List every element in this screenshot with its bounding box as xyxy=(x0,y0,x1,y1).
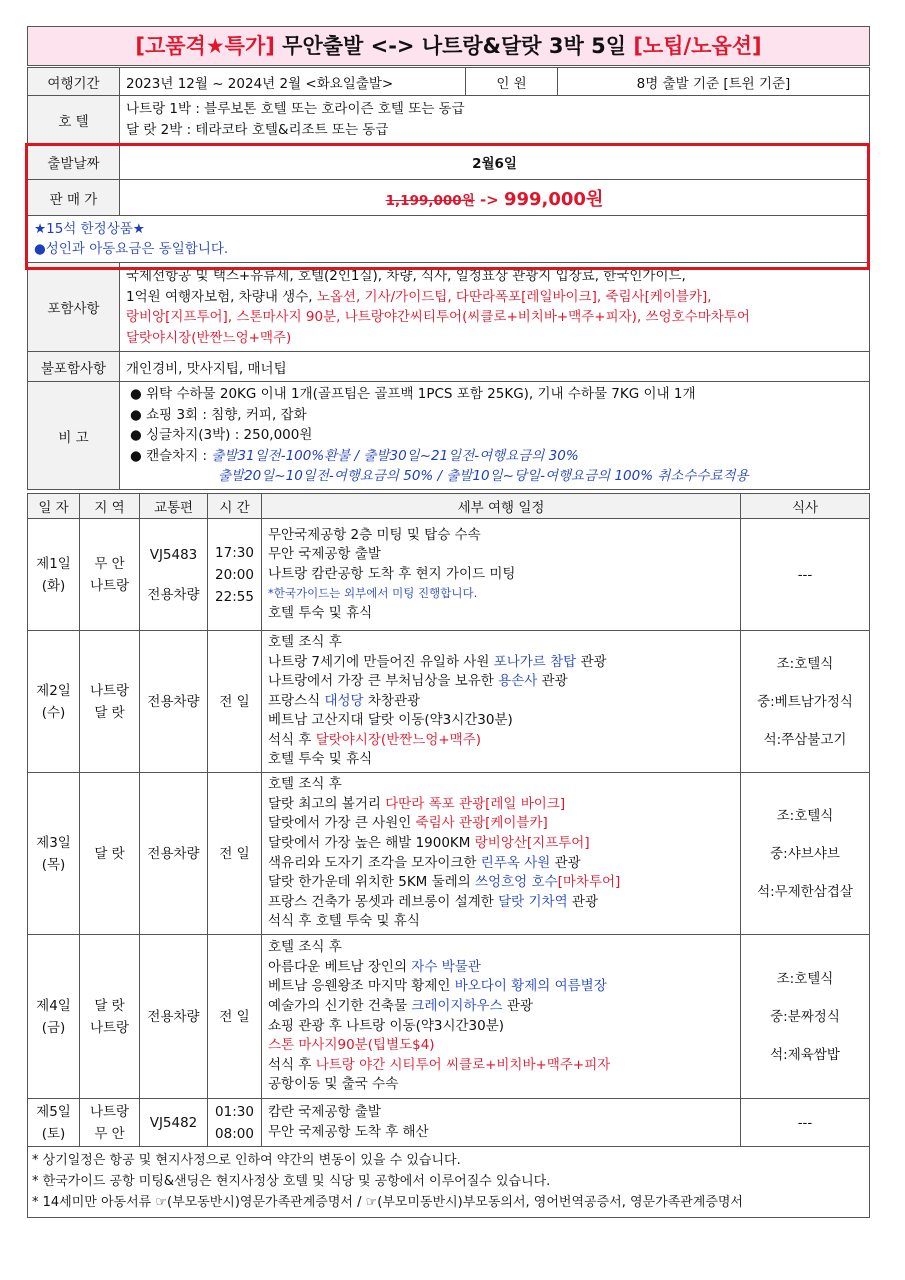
detail-text: 스톤 마사지90분(팁별도$4) xyxy=(268,1037,435,1054)
transport-cell xyxy=(140,1099,208,1147)
details-cell xyxy=(262,631,741,773)
day-cell xyxy=(28,519,80,631)
include-info xyxy=(120,263,870,352)
detail-text: 나트랑에서 가장 큰 부처님상을 보유한 xyxy=(268,673,499,690)
detail-text: 죽림사 관광[케이블카] xyxy=(415,815,548,832)
meal-cell-text: 조:호텔식 xyxy=(776,970,834,987)
meal-cell-text: --- xyxy=(797,1114,813,1131)
region-cell-text: 무 안 xyxy=(94,1125,125,1142)
price-old: 1,199,000원 xyxy=(385,192,475,209)
meal-cell xyxy=(741,1099,870,1147)
time-cell xyxy=(208,1099,262,1147)
time-cell xyxy=(208,935,262,1099)
include-red: 노옵션, 기사/가이드팁, 다딴라폭포[레일바이크], 죽림사[케이블카], xyxy=(316,288,712,305)
transport-cell-text: 전용차량 xyxy=(147,1008,200,1025)
title-suffix: [노팁/노옵션] xyxy=(633,34,762,58)
day-cell xyxy=(28,631,80,773)
detail-text: 차창관광 xyxy=(363,692,421,709)
detail-text: 자수 박물관 xyxy=(411,958,481,975)
hotel-line: 달 랏 2박 : 테라코타 호텔&리조트 또는 동급 xyxy=(126,121,389,138)
cancel-line: 출발20일~10일전-여행요금의 50% / 출발10일~당일-여행요금의 100% 취소수수료적용 xyxy=(218,468,749,485)
detail-text: 쓰엉흐엉 호수 xyxy=(475,874,558,891)
detail-line xyxy=(268,692,734,712)
footer-notes xyxy=(27,1147,870,1218)
detail-text: [마차투어] xyxy=(557,874,621,891)
col-header: 교통편 xyxy=(140,494,208,519)
region-cell xyxy=(80,935,140,1099)
day-cell xyxy=(28,935,80,1099)
details-cell xyxy=(262,935,741,1099)
detail-line xyxy=(268,814,734,834)
time-cell xyxy=(208,631,262,773)
detail-text: 린푸옥 사원 xyxy=(480,854,551,871)
detail-line xyxy=(268,1017,734,1037)
detail-line xyxy=(268,604,734,624)
notice-line: ★15석 한정상품★ xyxy=(34,220,145,237)
detail-line xyxy=(268,997,734,1017)
detail-text: 달랏에서 가장 큰 사원인 xyxy=(268,815,416,832)
detail-text: 프랑스식 xyxy=(268,692,325,709)
col-header: 시 간 xyxy=(208,494,262,519)
transport-cell xyxy=(140,935,208,1099)
day-cell-text: 제3일 xyxy=(36,834,71,851)
detail-line xyxy=(268,958,734,978)
details-cell xyxy=(262,1099,741,1147)
region-cell xyxy=(80,773,140,935)
detail-text: 공항이동 및 출국 수속 xyxy=(268,1076,399,1093)
day-cell-text: (토) xyxy=(41,1125,66,1142)
include-line: 달랏야시장(반짠느엉+맥주) xyxy=(126,329,292,346)
detail-text: 관광 xyxy=(576,653,607,670)
detail-text: 랑비앙산[지프투어] xyxy=(474,834,590,851)
detail-text: 달랏 최고의 볼거리 xyxy=(268,795,386,812)
col-header: 세부 여행 일정 xyxy=(262,494,741,519)
note-line: * 한국가이드 공항 미팅&샌딩은 현지사정상 호텔 및 식당 및 공항에서 이루어질수 있습니다. xyxy=(32,1174,551,1189)
detail-line xyxy=(268,1103,734,1123)
title-main: 무안출발 <-> 나트랑&달랏 3박 5일 xyxy=(274,34,634,58)
hotel-label: 호 텔 xyxy=(28,96,120,144)
notice xyxy=(28,216,870,263)
meal-cell-text: 중:분짜정식 xyxy=(770,1008,840,1025)
detail-text: 무안 국제공항 도착 후 해산 xyxy=(268,1123,429,1140)
time-cell-text: 전 일 xyxy=(219,1008,250,1025)
detail-line xyxy=(268,938,734,958)
detail-line xyxy=(268,893,734,913)
detail-text: 프랑스 건축가 몽셋과 레브롱이 설계한 xyxy=(268,893,499,910)
detail-text: *한국가이드는 외부에서 미팅 진행합니다. xyxy=(268,586,478,601)
time-cell xyxy=(208,773,262,935)
note-line: * 상기일정은 항공 및 현지사정으로 인하여 약간의 변동이 있을 수 있습니다. xyxy=(32,1153,461,1168)
detail-text: 관광 xyxy=(567,893,598,910)
info-table xyxy=(27,67,870,490)
day-cell-text: 제4일 xyxy=(36,997,71,1014)
time-cell-text: 22:55 xyxy=(215,588,254,605)
meal-cell-text: 석:쭈삼불고기 xyxy=(763,731,847,748)
detail-text: 캄란 국제공항 출발 xyxy=(268,1103,381,1120)
detail-text: 쇼핑 관광 후 나트랑 이동(약3시간30분) xyxy=(268,1017,505,1034)
detail-text: 다딴라 폭포 관광[레일 바이크] xyxy=(385,795,566,812)
detail-text: 호텔 조식 후 xyxy=(268,939,342,956)
detail-text: 아름다운 베트남 장인의 xyxy=(268,958,412,975)
schedule-table xyxy=(27,493,870,1147)
include-line: 랑비앙[지프투어], 스톤마사지 90분, 나트랑야간씨티투어(씨클로+비치바+맥주+피자), 쓰엉호수마차투어 xyxy=(126,309,750,325)
col-header: 지 역 xyxy=(80,494,140,519)
detail-line xyxy=(268,731,734,751)
meal-cell-text: 석:무제한삼겹살 xyxy=(757,883,853,900)
detail-line xyxy=(268,584,734,604)
include-black: 1억원 여행자보험, 차량내 생수, xyxy=(126,288,317,305)
meal-cell-text: 조:호텔식 xyxy=(776,807,834,824)
meal-cell-text: 중:베트남가정식 xyxy=(757,693,853,710)
region-cell-text: 달 랏 xyxy=(94,704,125,721)
details-cell xyxy=(262,773,741,935)
detail-line xyxy=(268,565,734,585)
detail-line xyxy=(268,775,734,795)
meal-cell xyxy=(741,935,870,1099)
time-cell-text: 01:30 xyxy=(215,1103,254,1120)
time-cell-text: 17:30 xyxy=(215,544,254,561)
exclude-label: 불포함사항 xyxy=(28,352,120,382)
price-info xyxy=(120,180,870,216)
region-cell xyxy=(80,519,140,631)
detail-line xyxy=(268,1036,734,1056)
price-label: 판 매 가 xyxy=(28,180,120,216)
day-cell xyxy=(28,773,80,935)
detail-text: 관광 xyxy=(537,673,568,690)
transport-cell xyxy=(140,773,208,935)
table-row xyxy=(28,631,870,773)
detail-text: 석식 후 xyxy=(268,1056,316,1073)
detail-line xyxy=(268,526,734,546)
detail-text: 석식 후 호텔 투숙 및 휴식 xyxy=(268,913,420,930)
detail-line xyxy=(268,1056,734,1076)
detail-text: 달랏야시장(반짠느엉+맥주) xyxy=(315,731,482,748)
detail-text: 달랏에서 가장 높은 해발 1900KM xyxy=(268,834,475,851)
meal-cell-text: 중:샤브샤브 xyxy=(770,845,840,862)
detail-text: 나트랑 캄란공항 도착 후 현지 가이드 미팅 xyxy=(268,565,516,582)
detail-text: 무안 국제공항 출발 xyxy=(268,546,381,563)
page-title xyxy=(27,26,870,66)
detail-text: 나트랑 야간 시티투어 씨클로+비치바+맥주+피자 xyxy=(315,1056,611,1073)
day-cell-text: (목) xyxy=(41,856,66,873)
include-label: 포함사항 xyxy=(28,263,120,352)
region-cell-text: 무 안 xyxy=(94,555,125,572)
detail-line xyxy=(268,854,734,874)
people-value: 8명 출발 기준 [트윈 기준] xyxy=(558,68,870,96)
include-line xyxy=(126,287,863,308)
cancel-rule: 출발31일전-100%환불 / 출발30일~21일전-여행요금의 30% xyxy=(211,447,579,464)
detail-text: 달랏 기차역 xyxy=(498,893,568,910)
period-label: 여행기간 xyxy=(28,68,120,96)
detail-text: 관광 xyxy=(502,997,533,1014)
detail-text: 색유리와 도자기 조각을 모자이크한 xyxy=(268,854,481,871)
transport-cell-text: VJ5482 xyxy=(149,1114,198,1131)
transport-cell-text: 전용차량 xyxy=(147,845,200,862)
detail-text: 달랏 한가운데 위치한 5KM 둘레의 xyxy=(268,874,476,891)
transport-cell-text: 전용차량 xyxy=(147,586,200,603)
transport-cell xyxy=(140,519,208,631)
col-header: 식사 xyxy=(741,494,870,519)
detail-text: 석식 후 xyxy=(268,731,316,748)
detail-line xyxy=(268,672,734,692)
departure-label: 출발날짜 xyxy=(28,144,120,180)
day-cell-text: (화) xyxy=(41,577,66,594)
remarks-info xyxy=(120,382,870,490)
detail-line xyxy=(268,750,734,770)
hotel-line: 나트랑 1박 : 블루보톤 호텔 또는 호라이즌 호텔 또는 동급 xyxy=(126,101,465,117)
detail-line xyxy=(268,545,734,565)
include-line: 국제선항공 및 택스+유류세, 호텔(2인1실), 차량, 식사, 일정표상 관광지 입장료, 한국인가이드, xyxy=(126,268,686,284)
hotel-info xyxy=(120,96,870,144)
meal-cell-text: 석:제육쌈밥 xyxy=(770,1046,840,1063)
detail-line xyxy=(268,1075,734,1095)
remarks-line: ● 싱글차지(3박) : 250,000원 xyxy=(130,427,313,444)
time-cell-text: 전 일 xyxy=(219,845,250,862)
time-cell-text: 08:00 xyxy=(215,1125,254,1142)
detail-text: 나트랑 7세기에 만들어진 유일하 사원 xyxy=(268,653,494,670)
detail-line xyxy=(268,873,734,893)
region-cell-text: 나트랑 xyxy=(89,1103,130,1120)
detail-text: 호텔 조식 후 xyxy=(268,633,342,650)
title-prefix: [고품격★특가] xyxy=(135,34,275,58)
people-label: 인 원 xyxy=(466,68,558,96)
detail-line xyxy=(268,1123,734,1143)
detail-text: 관광 xyxy=(550,854,581,871)
region-cell xyxy=(80,631,140,773)
detail-line xyxy=(268,653,734,673)
remarks-line: ● 쇼핑 3회 : 침향, 커피, 잡화 xyxy=(130,406,307,423)
price-new: 999,000원 xyxy=(503,188,604,210)
detail-line xyxy=(268,633,734,653)
detail-text: 포나가르 참탑 xyxy=(493,653,577,670)
meal-cell-text: --- xyxy=(797,566,813,583)
detail-line xyxy=(268,977,734,997)
meal-cell-text: 조:호텔식 xyxy=(776,655,834,672)
transport-cell xyxy=(140,631,208,773)
table-row xyxy=(28,1099,870,1147)
period-value: 2023년 12월 ~ 2024년 2월 <화요일출발> xyxy=(120,68,466,96)
detail-text: 바오다이 황제의 여름별장 xyxy=(454,978,607,995)
day-cell-text: 제1일 xyxy=(36,555,71,572)
detail-text: 무안국제공항 2층 미팅 및 탑승 수속 xyxy=(268,526,481,543)
table-row xyxy=(28,773,870,935)
detail-text: 호텔 투숙 및 휴식 xyxy=(268,751,373,768)
day-cell-text: (금) xyxy=(41,1019,66,1036)
detail-text: 용손사 xyxy=(498,673,538,690)
transport-cell-text: 전용차량 xyxy=(147,693,200,710)
cancel-prefix: ● 캔슬차지 : xyxy=(130,447,212,464)
time-cell-text: 전 일 xyxy=(219,693,250,710)
detail-text: 대성당 xyxy=(324,692,364,709)
meal-cell xyxy=(741,631,870,773)
details-cell xyxy=(262,519,741,631)
region-cell-text: 나트랑 xyxy=(89,577,130,594)
region-cell-text: 나트랑 xyxy=(89,682,130,699)
region-cell-text: 달 랏 xyxy=(94,997,125,1014)
detail-line xyxy=(268,711,734,731)
exclude-value: 개인경비, 맛사지팁, 매너팁 xyxy=(120,352,870,382)
table-row xyxy=(28,935,870,1099)
detail-text: 크레이지하우스 xyxy=(411,997,503,1014)
day-cell-text: 제2일 xyxy=(36,682,71,699)
time-cell xyxy=(208,519,262,631)
detail-text: 베트남 응웬왕조 마지막 황제인 xyxy=(268,978,455,995)
cancel-line xyxy=(130,446,863,467)
notice-line: ●성인과 아동요금은 동일합니다. xyxy=(34,241,229,257)
meal-cell xyxy=(741,519,870,631)
table-row xyxy=(28,519,870,631)
detail-line xyxy=(268,834,734,854)
detail-line xyxy=(268,795,734,815)
departure-value: 2월6일 xyxy=(120,144,870,180)
detail-text: 호텔 투숙 및 휴식 xyxy=(268,604,373,621)
price-arrow: -> xyxy=(474,190,504,209)
col-header: 일 자 xyxy=(28,494,80,519)
detail-text: 베트남 고산지대 달랏 이동(약3시간30분) xyxy=(268,712,513,729)
day-cell xyxy=(28,1099,80,1147)
region-cell-text: 달 랏 xyxy=(94,845,125,862)
day-cell-text: 제5일 xyxy=(36,1103,71,1120)
detail-text: 예술가의 신기한 건축물 xyxy=(268,997,412,1014)
region-cell-text: 나트랑 xyxy=(89,1019,130,1036)
itinerary-document xyxy=(27,26,870,1218)
time-cell-text: 20:00 xyxy=(215,566,254,583)
detail-text: 호텔 조식 후 xyxy=(268,776,342,793)
remarks-label: 비 고 xyxy=(28,382,120,490)
region-cell xyxy=(80,1099,140,1147)
remarks-line: ● 위탁 수하물 20KG 이내 1개(골프팀은 골프백 1PCS 포함 25KG), 기내 수하물 7KG 이내 1개 xyxy=(130,386,696,403)
detail-line xyxy=(268,912,734,932)
day-cell-text: (수) xyxy=(41,704,66,721)
note-line: * 14세미만 아동서류 ☞(부모동반시)영문가족관계증명서 / ☞(부모미동반시)부모동의서, 영어번역공증서, 영문가족관계증명서 xyxy=(32,1195,743,1210)
meal-cell xyxy=(741,773,870,935)
transport-cell-text: VJ5483 xyxy=(149,546,198,563)
